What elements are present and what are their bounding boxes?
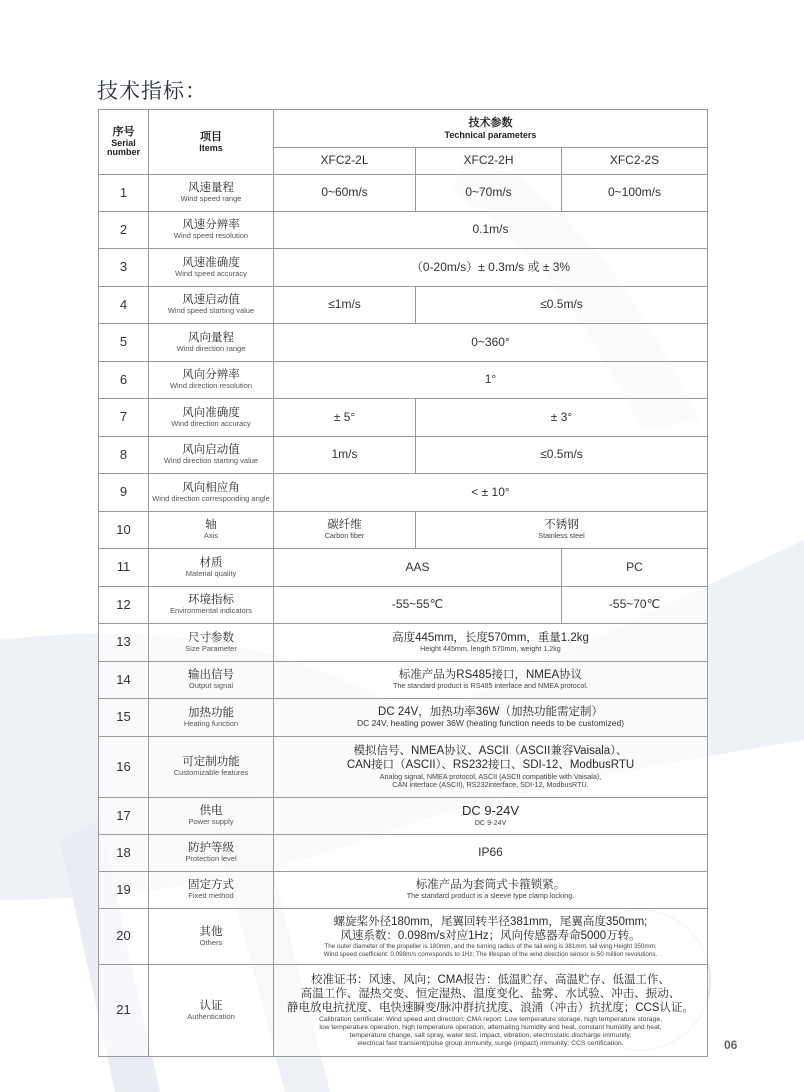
row-item — [149, 474, 274, 512]
table-row — [99, 175, 708, 212]
header-items-en: Items — [199, 143, 223, 154]
value-en: Analog signal, NMEA protocol, ASCII (ASCII compatible with Vaisala), — [379, 771, 602, 781]
value-cell: ≤1m/s — [274, 287, 416, 324]
value-cell — [274, 965, 708, 1057]
table-row — [99, 474, 708, 512]
value-zh: 不锈钢 — [544, 519, 579, 532]
row-number: 9 — [99, 474, 149, 512]
row-item — [149, 965, 274, 1057]
value-en: DC 24V, heating power 36W (heating function needs to be customized) — [356, 718, 625, 729]
row-number: 20 — [99, 909, 149, 965]
row-number: 3 — [99, 249, 149, 287]
value-cell — [274, 512, 416, 549]
value-cell: 0~60m/s — [274, 175, 416, 212]
value-zh: 螺旋桨外径180mm，尾翼回转半径381mm，尾翼高度350mm; — [333, 915, 648, 928]
table-row — [99, 662, 708, 699]
item-zh: 供电 — [199, 805, 223, 818]
item-zh: 风向分辨率 — [182, 369, 240, 382]
table-row — [99, 512, 708, 549]
header-serial-en: Serial number — [106, 137, 140, 158]
row-item — [149, 835, 274, 872]
item-zh: 风向量程 — [188, 331, 234, 344]
value-cell: PC — [562, 549, 708, 587]
item-en: Axis — [203, 531, 219, 541]
item-zh: 尺寸参数 — [188, 631, 234, 644]
item-en: Environmental indicators — [169, 606, 253, 616]
row-item — [149, 587, 274, 624]
table-row — [99, 835, 708, 872]
item-zh: 风速准确度 — [182, 256, 240, 269]
table-row — [99, 324, 708, 362]
page-title: 技术指标： — [97, 80, 207, 103]
value-cell: ± 5° — [274, 399, 416, 437]
table-row — [99, 212, 708, 249]
item-en: Protection level — [185, 854, 237, 864]
row-item — [149, 362, 274, 399]
table-row — [99, 249, 708, 287]
table-row — [99, 437, 708, 474]
value-en: Carbon fiber — [324, 531, 365, 541]
value-cell: 0~100m/s — [562, 175, 708, 212]
value-cell — [274, 909, 708, 965]
item-zh: 其他 — [199, 925, 223, 938]
value-cell: < ± 10° — [274, 474, 708, 512]
item-en: Wind direction starting value — [163, 456, 259, 466]
header-serial — [99, 110, 149, 175]
value-cell — [274, 798, 708, 835]
row-item — [149, 624, 274, 662]
table-row — [99, 587, 708, 624]
row-item — [149, 909, 274, 965]
row-number: 21 — [99, 965, 149, 1057]
value-en: Height 445mm, length 570mm, weight 1.2kg — [420, 643, 561, 653]
row-item — [149, 798, 274, 835]
table-row — [99, 872, 708, 909]
item-en: Wind direction corresponding angle — [152, 493, 270, 503]
header-serial-zh: 序号 — [112, 126, 135, 139]
table-row — [99, 965, 708, 1057]
row-number: 4 — [99, 287, 149, 324]
value-cell — [274, 662, 708, 699]
row-number: 8 — [99, 437, 149, 474]
row-number: 7 — [99, 399, 149, 437]
item-zh: 可定制功能 — [182, 756, 240, 769]
row-item — [149, 662, 274, 699]
value-en: The standard product is RS485 interface and NMEA protocol. — [393, 681, 588, 691]
row-number: 2 — [99, 212, 149, 249]
value-cell: 1m/s — [274, 437, 416, 474]
item-en: Wind direction accuracy — [171, 418, 251, 428]
row-item — [149, 737, 274, 798]
item-zh: 材质 — [199, 556, 223, 569]
table-row — [99, 909, 708, 965]
value-en: Stainless steel — [538, 531, 585, 541]
item-zh: 风向相应角 — [182, 481, 240, 494]
item-en: Wind speed starting value — [167, 306, 255, 316]
row-item — [149, 699, 274, 737]
value-en: Calibration certificate: Wind speed and direction; CMA report: Low temperature storage, high temperature storage, — [318, 1015, 663, 1023]
item-en: Authentication — [187, 1011, 235, 1021]
value-cell: 0~360° — [274, 324, 708, 362]
table-row — [99, 399, 708, 437]
value-en: The outer diameter of the propeller is 180mm, and the turning radius of the tail wing is 381mm; tail wing Height 350mm; — [324, 943, 657, 951]
header-items-zh: 项目 — [200, 130, 222, 143]
value-zh: 模拟信号、NMEA协议、ASCII（ASCII兼容Vaisala）、 — [353, 744, 628, 757]
page-number: 06 — [724, 1038, 738, 1052]
row-number: 14 — [99, 662, 149, 699]
value-en: Wind speed coefficient: 0.098m/s corresponds to 1Hz; The lifespan of the wind direction sensor is 50 million revolutions. — [323, 950, 658, 958]
value-cell: ≤0.5m/s — [416, 287, 708, 324]
item-zh: 风向启动值 — [182, 444, 240, 457]
value-en: CAN interface (ASCII), RS232interface, SDI-12, ModbusRTU. — [392, 780, 589, 790]
item-zh: 风速量程 — [188, 182, 234, 195]
item-en: Fixed method — [188, 891, 234, 901]
item-zh: 加热功能 — [188, 706, 234, 719]
item-zh: 风速分辨率 — [182, 219, 240, 232]
value-en: low temperature operation, high temperature operation, alternating humidity and heat, constant humidity and heat, — [319, 1023, 662, 1031]
table-row — [99, 737, 708, 798]
value-cell: 0.1m/s — [274, 212, 708, 249]
item-en: Wind speed accuracy — [175, 268, 247, 278]
item-zh: 防护等级 — [188, 842, 234, 855]
row-number: 12 — [99, 587, 149, 624]
table-row — [99, 624, 708, 662]
item-en: Heating function — [183, 718, 239, 728]
row-item — [149, 512, 274, 549]
row-item — [149, 324, 274, 362]
item-zh: 认证 — [199, 999, 223, 1012]
item-en: Material quality — [185, 568, 237, 578]
value-cell: ≤0.5m/s — [416, 437, 708, 474]
value-cell: -55~55℃ — [274, 587, 562, 624]
item-en: Wind speed range — [180, 194, 242, 204]
row-number: 16 — [99, 737, 149, 798]
row-number: 17 — [99, 798, 149, 835]
item-en: Size Parameter — [185, 643, 237, 653]
row-number: 6 — [99, 362, 149, 399]
row-item — [149, 399, 274, 437]
value-cell: ± 3° — [416, 399, 708, 437]
value-cell: 1° — [274, 362, 708, 399]
value-zh: 静电放电抗扰度、电快速瞬变/脉冲群抗扰度、浪涌（冲击）抗扰度；CCS认证。 — [287, 1002, 694, 1015]
value-en: electrical fast transient/pulse group immunity, surge (impact) immunity; CCS certification. — [357, 1040, 624, 1048]
row-number: 18 — [99, 835, 149, 872]
header-params — [274, 110, 708, 148]
row-item — [149, 872, 274, 909]
item-en: Wind speed resolution — [173, 231, 249, 241]
row-number: 19 — [99, 872, 149, 909]
item-en: Others — [199, 937, 223, 947]
row-number: 11 — [99, 549, 149, 587]
value-zh: 标准产品为套筒式卡箍锁紧。 — [415, 879, 566, 892]
header-params-zh: 技术参数 — [468, 117, 513, 129]
row-number: 10 — [99, 512, 149, 549]
item-zh: 固定方式 — [188, 879, 234, 892]
row-item — [149, 287, 274, 324]
item-zh: 轴 — [205, 519, 217, 532]
table-row — [99, 798, 708, 835]
value-zh: 风速系数：0.098m/s对应1Hz；风向传感器寿命5000万转。 — [340, 929, 641, 942]
item-en: Customizable features — [173, 768, 249, 778]
value-cell: 0~70m/s — [416, 175, 562, 212]
row-item — [149, 549, 274, 587]
value-cell — [274, 872, 708, 909]
value-zh: 校准证书：风速、风向；CMA报告：低温贮存、高温贮存、低温工作、 — [310, 973, 671, 986]
value-zh: DC 24V，加热功率36W（加热功能需定制） — [378, 706, 603, 718]
spec-table — [98, 109, 708, 1057]
value-cell — [274, 624, 708, 662]
table-row — [99, 699, 708, 737]
item-en: Wind direction resolution — [169, 381, 253, 391]
value-zh: 碳纤维 — [327, 519, 362, 532]
value-cell — [274, 699, 708, 737]
value-cell — [274, 737, 708, 798]
row-item — [149, 249, 274, 287]
value-en: temperature change, salt spray, water test, impact, vibration, electrostatic discharge immunity, — [349, 1032, 632, 1040]
header-params-en: Technical parameters — [444, 129, 537, 140]
row-number: 1 — [99, 175, 149, 212]
row-item — [149, 175, 274, 212]
value-zh: 高度445mm，长度570mm，重量1.2kg — [392, 631, 589, 644]
item-zh: 风速启动值 — [182, 294, 240, 307]
value-cell: IP66 — [274, 835, 708, 872]
header-items — [149, 110, 274, 175]
item-zh: 风向准确度 — [182, 406, 240, 419]
item-en: Wind direction range — [176, 343, 246, 353]
table-row — [99, 362, 708, 399]
model-header: XFC2-2L — [274, 148, 416, 175]
item-en: Power supply — [188, 817, 234, 827]
table-row — [99, 287, 708, 324]
value-cell — [416, 512, 708, 549]
item-en: Output signal — [188, 681, 234, 691]
value-zh: 高温工作、湿热交变、恒定湿热、温度变化、盐雾、水试验、冲击、振动、 — [300, 988, 681, 1000]
row-number: 15 — [99, 699, 149, 737]
table-row — [99, 549, 708, 587]
row-item — [149, 437, 274, 474]
row-number: 5 — [99, 324, 149, 362]
value-zh: 标准产品为RS485接口，NMEA协议 — [398, 669, 583, 682]
value-zh: DC 9-24V — [461, 803, 520, 819]
value-cell: （0-20m/s）± 0.3m/s 或 ± 3% — [274, 249, 708, 287]
row-item — [149, 212, 274, 249]
row-number: 13 — [99, 624, 149, 662]
model-header: XFC2-2H — [416, 148, 562, 175]
value-en: DC 9-24V — [474, 818, 507, 828]
item-zh: 环境指标 — [188, 594, 234, 607]
value-cell: AAS — [274, 549, 562, 587]
value-en: The standard product is a sleeve type clamp locking. — [406, 891, 575, 901]
model-header: XFC2-2S — [562, 148, 708, 175]
value-cell: -55~70℃ — [562, 587, 708, 624]
item-zh: 输出信号 — [188, 669, 234, 682]
value-zh: CAN接口（ASCII）、RS232接口、SDI-12、ModbusRTU — [346, 759, 635, 772]
